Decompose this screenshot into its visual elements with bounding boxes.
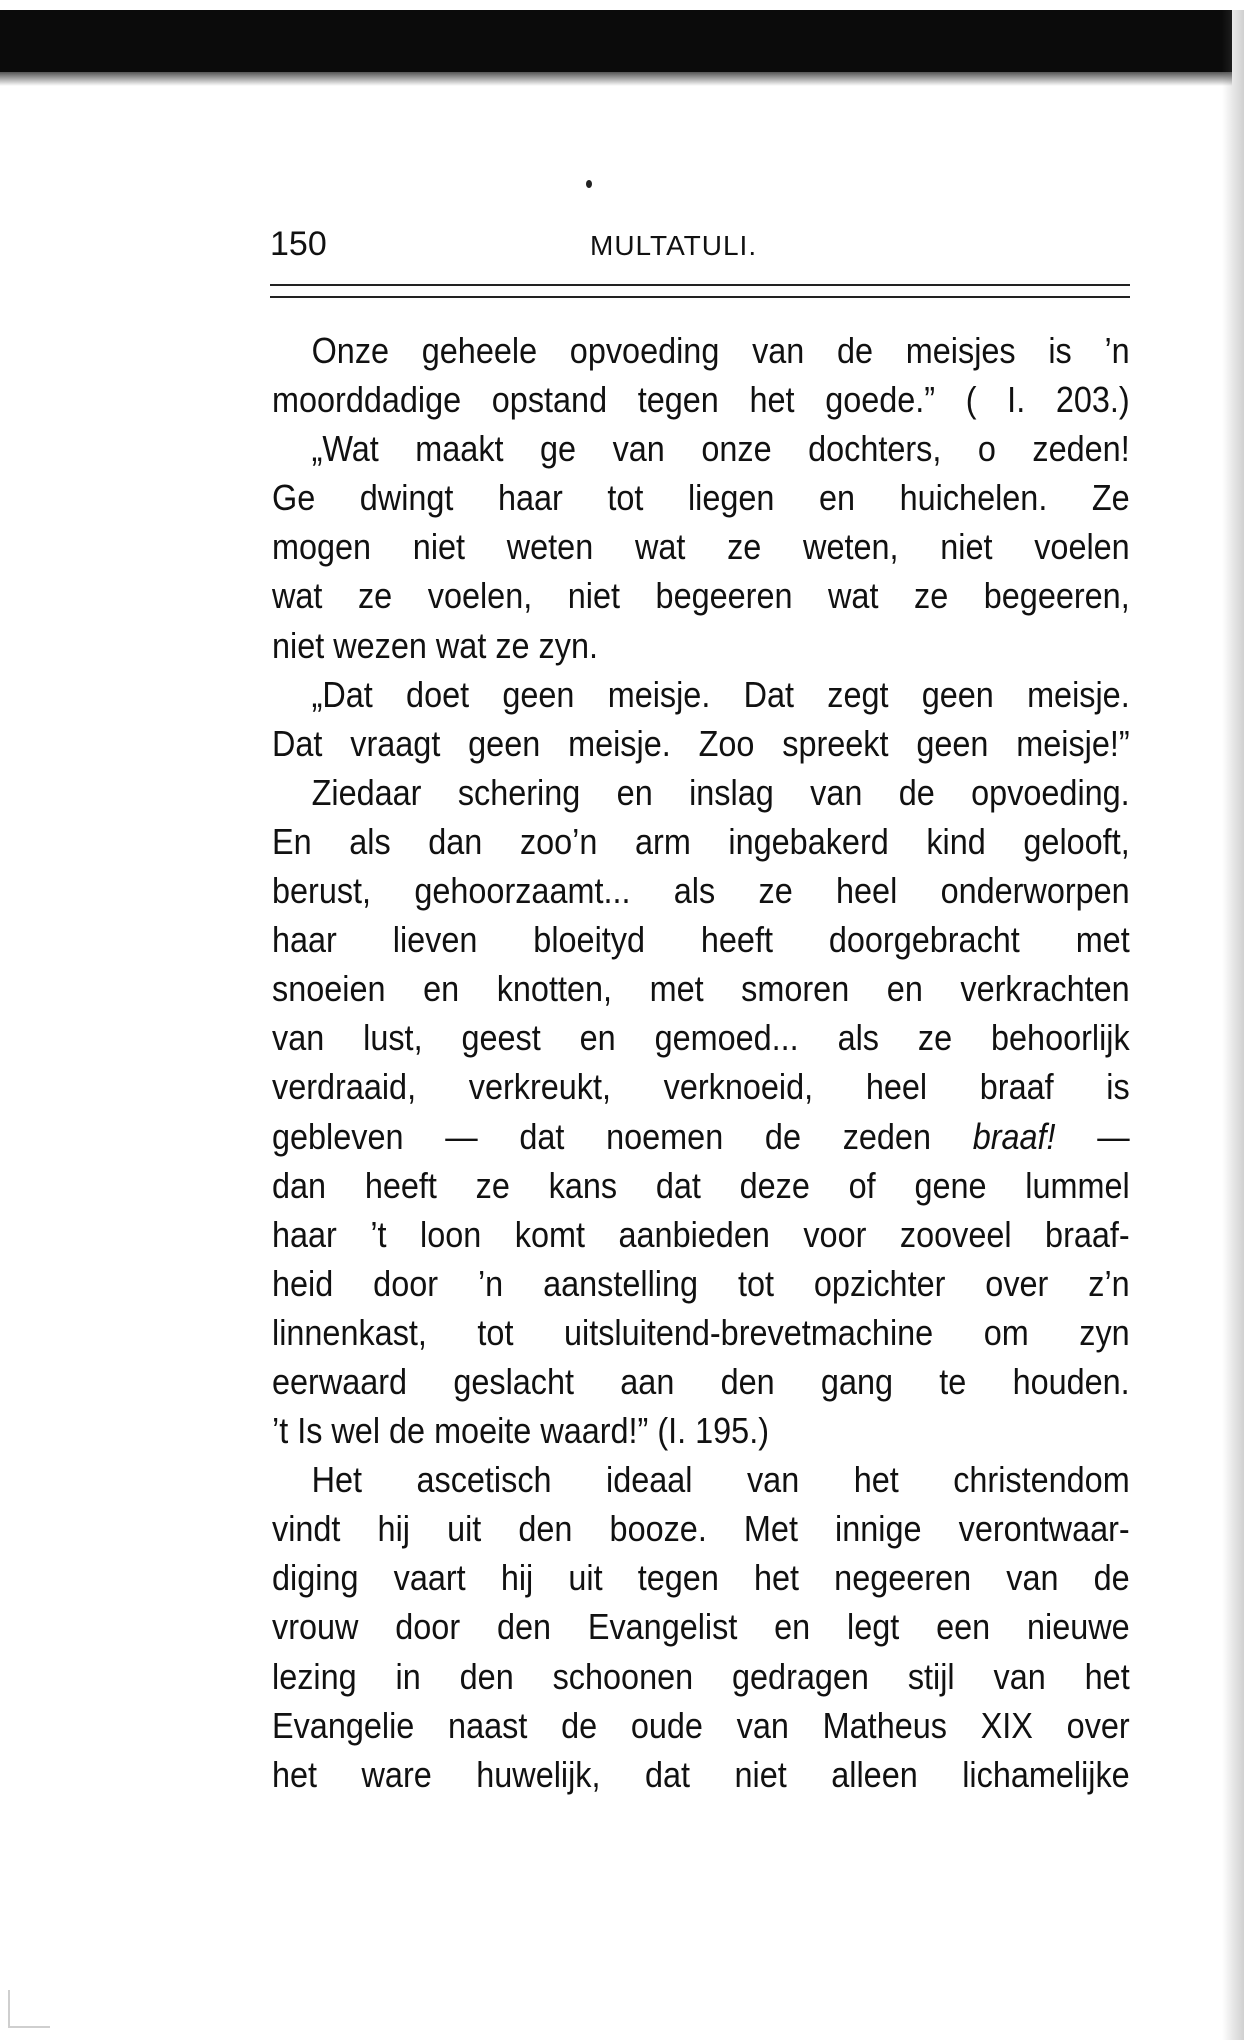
text-line: mogen niet weten wat ze weten, niet voelen	[272, 526, 1130, 568]
emphasis-word: braaf!	[972, 1115, 1056, 1157]
text-line: berust, gehoorzaamt... als ze heel onderworpen	[272, 870, 1130, 912]
text-line: snoeien en knotten, met smoren en verkrachten	[272, 968, 1130, 1010]
text-line: vrouw door den Evangelist en legt een nieuwe	[272, 1606, 1130, 1648]
text-line: Ziedaar schering en inslag van de opvoeding.	[311, 771, 1130, 813]
text-line: verdraaid, verkreukt, verknoeid, heel braaf is	[272, 1066, 1130, 1108]
scan-corner-mark	[8, 1990, 50, 2028]
em-dash: —	[1097, 1115, 1130, 1157]
scan-right-edge-shadow	[1222, 10, 1244, 2040]
text-line: ’t Is wel de moeite waard!” (I. 195.)	[272, 1410, 769, 1452]
running-title: MULTATULI.	[590, 230, 758, 261]
text-line: linnenkast, tot uitsluitend-brevetmachine om zyn	[272, 1311, 1130, 1353]
text-line: dan heeft ze kans dat deze of gene lummel	[272, 1164, 1130, 1206]
running-head	[270, 222, 1130, 266]
text-line: „Wat maakt ge van onze dochters, o zeden!	[311, 428, 1130, 470]
text-line: Dat vraagt geen meisje. Zoo spreekt geen meisje!”	[272, 722, 1130, 764]
text-line: En als dan zoo’n arm ingebakerd kind gelooft,	[272, 820, 1130, 862]
text-line: niet wezen wat ze zyn.	[272, 624, 598, 666]
scan-top-border	[0, 10, 1232, 72]
text-line: Evangelie naast de oude van Matheus XIX over	[272, 1704, 1130, 1746]
text-line: Ge dwingt haar tot liegen en huichelen. Ze	[272, 477, 1130, 519]
text-line: Het ascetisch ideaal van het christendom	[311, 1459, 1130, 1501]
ink-speck	[586, 180, 592, 188]
text-line: eerwaard geslacht aan den gang te houden.	[272, 1360, 1130, 1402]
scan-top-border-fade	[0, 72, 1232, 86]
header-rule-bottom	[270, 296, 1130, 298]
text-line: het ware huwelijk, dat niet alleen lichamelijke	[272, 1753, 1130, 1795]
header-rule-top	[270, 284, 1130, 286]
page-number: 150	[270, 225, 327, 263]
text-line: moorddadige opstand tegen het goede.” ( I. 203.)	[272, 379, 1130, 421]
text-fragment: gebleven — dat noemen de zeden	[272, 1115, 931, 1157]
text-line: van lust, geest en gemoed... als ze behoorlijk	[272, 1017, 1130, 1059]
text-line: wat ze voelen, niet begeeren wat ze begeeren,	[272, 575, 1130, 617]
text-line: Onze geheele opvoeding van de meisjes is ’n	[311, 330, 1130, 371]
text-line-with-emphasis	[272, 1112, 1130, 1161]
text-line: haar ’t loon komt aanbieden voor zooveel braaf-	[272, 1213, 1130, 1255]
text-line: vindt hij uit den booze. Met innige verontwaar-	[272, 1508, 1130, 1550]
text-line: lezing in den schoonen gedragen stijl van het	[272, 1655, 1130, 1697]
text-line: „Dat doet geen meisje. Dat zegt geen meisje.	[311, 673, 1130, 715]
text-line: haar lieven bloeityd heeft doorgebracht met	[272, 919, 1130, 961]
text-line: diging vaart hij uit tegen het negeeren van de	[272, 1557, 1130, 1599]
body-text	[272, 326, 1130, 1799]
text-line: heid door ’n aanstelling tot opzichter over z’n	[272, 1262, 1130, 1304]
